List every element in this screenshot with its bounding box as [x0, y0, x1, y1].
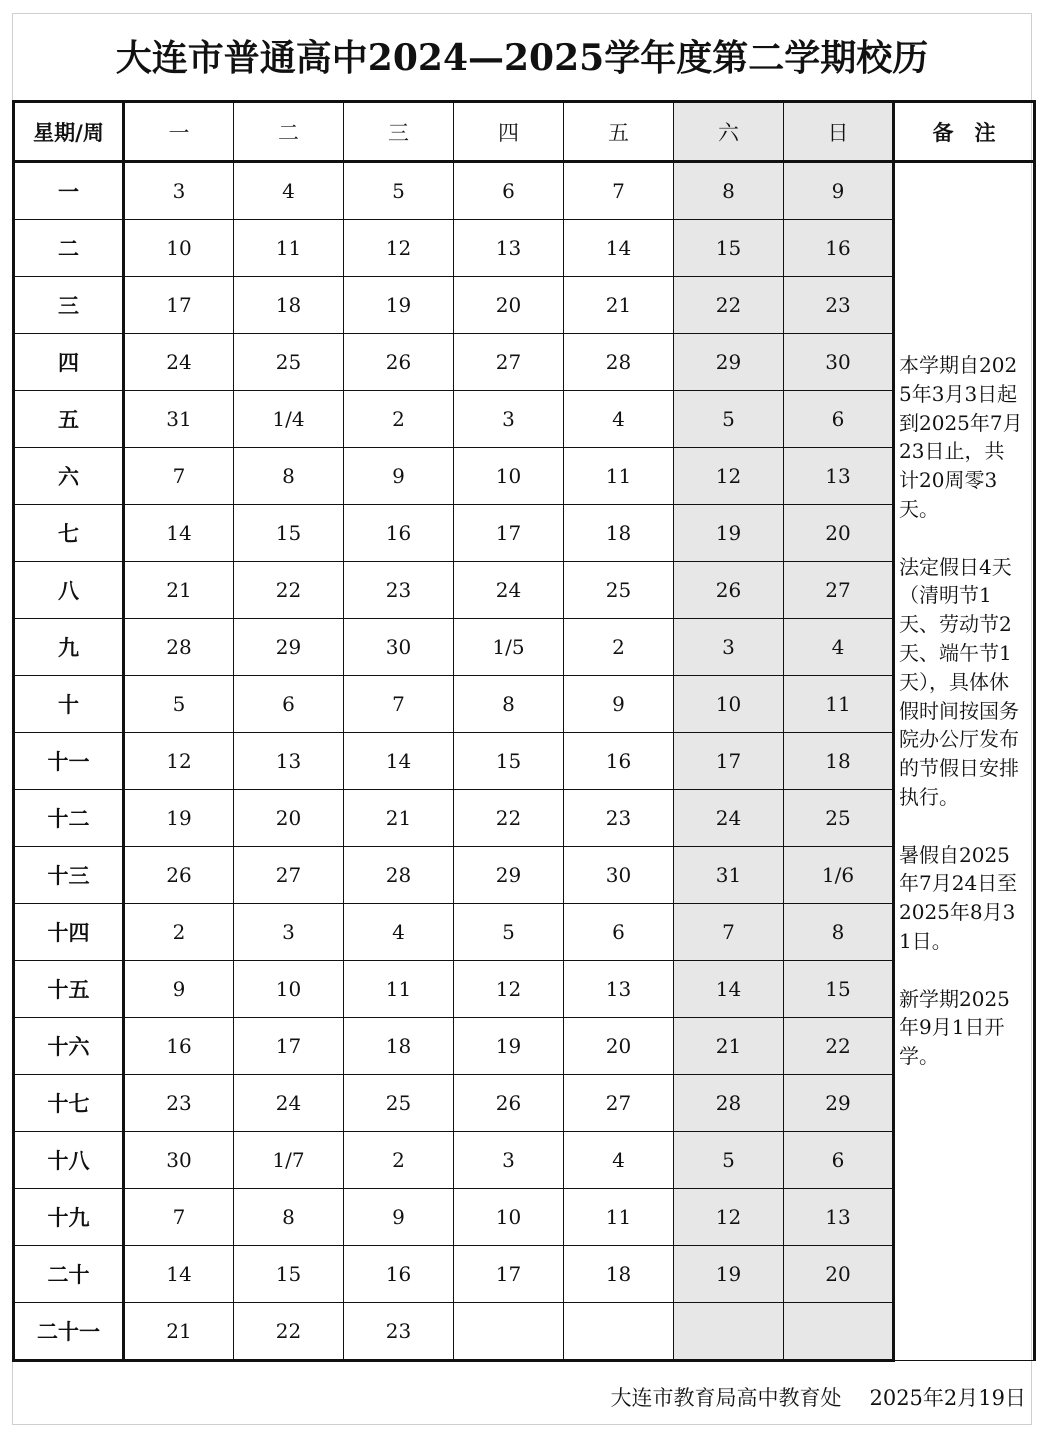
date-cell: 6 — [454, 162, 564, 220]
table-row — [14, 676, 1035, 733]
calendar-table — [12, 100, 1036, 1362]
week-number-cell: 二 — [14, 220, 124, 277]
date-cell: 2 — [344, 1132, 454, 1189]
date-cell: 25 — [564, 562, 674, 619]
week-number-cell: 十七 — [14, 1075, 124, 1132]
table-row — [14, 277, 1035, 334]
date-cell: 22 — [234, 562, 344, 619]
header-row — [14, 102, 1035, 162]
calendar-body — [14, 162, 1035, 1361]
date-cell: 12 — [454, 961, 564, 1018]
date-cell: 11 — [564, 1189, 674, 1246]
week-number-cell: 八 — [14, 562, 124, 619]
date-cell: 4 — [234, 162, 344, 220]
date-cell: 13 — [784, 448, 894, 505]
date-cell: 25 — [344, 1075, 454, 1132]
date-cell: 21 — [124, 562, 234, 619]
week-number-cell: 六 — [14, 448, 124, 505]
date-cell: 6 — [234, 676, 344, 733]
date-cell: 12 — [124, 733, 234, 790]
date-cell: 15 — [454, 733, 564, 790]
day-header: 四 — [454, 102, 564, 162]
day-header: 一 — [124, 102, 234, 162]
table-row — [14, 790, 1035, 847]
date-cell: 13 — [454, 220, 564, 277]
date-cell: 18 — [564, 505, 674, 562]
date-cell: 3 — [124, 162, 234, 220]
week-number-cell: 十 — [14, 676, 124, 733]
week-number-cell: 二十一 — [14, 1303, 124, 1361]
date-cell: 31 — [124, 391, 234, 448]
date-cell: 8 — [234, 1189, 344, 1246]
date-cell: 17 — [124, 277, 234, 334]
date-cell: 23 — [124, 1075, 234, 1132]
date-cell: 17 — [454, 1246, 564, 1303]
date-cell: 16 — [124, 1018, 234, 1075]
date-cell: 16 — [784, 220, 894, 277]
date-cell: 2 — [344, 391, 454, 448]
date-cell: 20 — [564, 1018, 674, 1075]
date-cell: 27 — [234, 847, 344, 904]
date-cell: 3 — [454, 1132, 564, 1189]
date-cell: 21 — [674, 1018, 784, 1075]
date-cell: 1/5 — [454, 619, 564, 676]
table-row — [14, 1246, 1035, 1303]
table-row — [14, 1189, 1035, 1246]
date-cell: 19 — [344, 277, 454, 334]
date-cell: 27 — [564, 1075, 674, 1132]
date-cell: 1/4 — [234, 391, 344, 448]
table-row — [14, 220, 1035, 277]
page-title: 大连市普通高中2024—2025学年度第二学期校历 — [115, 37, 929, 79]
date-cell: 4 — [344, 904, 454, 961]
date-cell: 10 — [674, 676, 784, 733]
date-cell: 23 — [344, 562, 454, 619]
date-cell: 13 — [234, 733, 344, 790]
date-cell: 29 — [674, 334, 784, 391]
footer-issuer: 大连市教育局高中教育处 — [610, 1386, 842, 1410]
week-number-cell: 十二 — [14, 790, 124, 847]
date-cell: 13 — [784, 1189, 894, 1246]
date-cell: 29 — [454, 847, 564, 904]
date-cell: 28 — [124, 619, 234, 676]
table-row — [14, 1075, 1035, 1132]
date-cell: 26 — [124, 847, 234, 904]
date-cell: 2 — [124, 904, 234, 961]
date-cell: 30 — [344, 619, 454, 676]
note-paragraph: 新学期2025年9月1日开学。 — [899, 986, 1010, 1069]
date-cell: 6 — [564, 904, 674, 961]
date-cell: 7 — [124, 448, 234, 505]
day-header: 日 — [784, 102, 894, 162]
date-cell: 10 — [454, 448, 564, 505]
date-cell: 5 — [344, 162, 454, 220]
date-cell: 11 — [344, 961, 454, 1018]
date-cell: 17 — [454, 505, 564, 562]
week-number-cell: 七 — [14, 505, 124, 562]
date-cell: 23 — [564, 790, 674, 847]
date-cell: 16 — [344, 505, 454, 562]
week-column-header: 星期/周 — [14, 102, 124, 162]
date-cell: 13 — [564, 961, 674, 1018]
date-cell: 10 — [454, 1189, 564, 1246]
table-row — [14, 162, 1035, 220]
date-cell: 24 — [124, 334, 234, 391]
week-number-cell: 十八 — [14, 1132, 124, 1189]
date-cell: 14 — [564, 220, 674, 277]
date-cell: 15 — [234, 1246, 344, 1303]
date-cell: 12 — [344, 220, 454, 277]
week-number-cell: 九 — [14, 619, 124, 676]
date-cell: 24 — [454, 562, 564, 619]
table-row — [14, 505, 1035, 562]
date-cell: 7 — [124, 1189, 234, 1246]
week-number-cell: 十五 — [14, 961, 124, 1018]
date-cell: 23 — [784, 277, 894, 334]
date-cell: 25 — [234, 334, 344, 391]
date-cell: 22 — [674, 277, 784, 334]
date-cell: 7 — [674, 904, 784, 961]
day-header: 五 — [564, 102, 674, 162]
week-number-cell: 十一 — [14, 733, 124, 790]
date-cell — [564, 1303, 674, 1361]
note-paragraph: 法定假日4天（清明节1天、劳动节2天、端午节1天），具体休假时间按国务院办公厅发布的节假日安排执行。 — [899, 554, 1019, 809]
date-cell: 11 — [784, 676, 894, 733]
week-number-cell: 十四 — [14, 904, 124, 961]
date-cell: 30 — [784, 334, 894, 391]
date-cell: 8 — [454, 676, 564, 733]
table-row — [14, 904, 1035, 961]
date-cell — [454, 1303, 564, 1361]
date-cell: 6 — [784, 391, 894, 448]
date-cell: 3 — [454, 391, 564, 448]
notes-content — [899, 351, 1023, 1100]
table-row — [14, 733, 1035, 790]
table-row — [14, 1303, 1035, 1361]
date-cell: 26 — [344, 334, 454, 391]
date-cell: 28 — [564, 334, 674, 391]
day-header: 六 — [674, 102, 784, 162]
footer-date: 2025年2月19日 — [869, 1386, 1026, 1410]
date-cell — [674, 1303, 784, 1361]
date-cell: 28 — [344, 847, 454, 904]
date-cell: 8 — [674, 162, 784, 220]
date-cell: 5 — [454, 904, 564, 961]
date-cell: 11 — [234, 220, 344, 277]
date-cell: 18 — [344, 1018, 454, 1075]
date-cell: 4 — [564, 1132, 674, 1189]
date-cell: 4 — [564, 391, 674, 448]
notes-cell — [894, 162, 1035, 1361]
notes-column-header: 备 注 — [894, 102, 1035, 162]
date-cell: 29 — [234, 619, 344, 676]
date-cell: 21 — [124, 1303, 234, 1361]
date-cell: 25 — [784, 790, 894, 847]
date-cell: 28 — [674, 1075, 784, 1132]
date-cell: 8 — [784, 904, 894, 961]
date-cell — [784, 1303, 894, 1361]
table-row — [14, 961, 1035, 1018]
date-cell: 22 — [784, 1018, 894, 1075]
date-cell: 9 — [784, 162, 894, 220]
date-cell: 26 — [454, 1075, 564, 1132]
date-cell: 8 — [234, 448, 344, 505]
date-cell: 14 — [674, 961, 784, 1018]
date-cell: 19 — [454, 1018, 564, 1075]
date-cell: 17 — [234, 1018, 344, 1075]
date-cell: 9 — [124, 961, 234, 1018]
date-cell: 18 — [234, 277, 344, 334]
week-number-cell: 十九 — [14, 1189, 124, 1246]
table-row — [14, 562, 1035, 619]
date-cell: 24 — [234, 1075, 344, 1132]
date-cell: 23 — [344, 1303, 454, 1361]
date-cell: 1/6 — [784, 847, 894, 904]
date-cell: 3 — [674, 619, 784, 676]
date-cell: 20 — [454, 277, 564, 334]
date-cell: 16 — [344, 1246, 454, 1303]
date-cell: 19 — [124, 790, 234, 847]
date-cell: 30 — [564, 847, 674, 904]
date-cell: 11 — [564, 448, 674, 505]
date-cell: 24 — [674, 790, 784, 847]
date-cell: 18 — [784, 733, 894, 790]
date-cell: 9 — [344, 448, 454, 505]
date-cell: 22 — [454, 790, 564, 847]
date-cell: 17 — [674, 733, 784, 790]
date-cell: 31 — [674, 847, 784, 904]
date-cell: 20 — [784, 505, 894, 562]
date-cell: 14 — [124, 505, 234, 562]
date-cell: 5 — [124, 676, 234, 733]
date-cell: 19 — [674, 1246, 784, 1303]
table-row — [14, 391, 1035, 448]
date-cell: 27 — [454, 334, 564, 391]
table-row — [14, 619, 1035, 676]
table-row — [14, 334, 1035, 391]
table-row — [14, 1132, 1035, 1189]
date-cell: 18 — [564, 1246, 674, 1303]
footer — [610, 1382, 1026, 1412]
note-paragraph: 本学期自2025年3月3日起到2025年7月23日止，共计20周零3天。 — [899, 353, 1023, 521]
date-cell: 3 — [234, 904, 344, 961]
date-cell: 20 — [234, 790, 344, 847]
week-number-cell: 五 — [14, 391, 124, 448]
date-cell: 16 — [564, 733, 674, 790]
date-cell: 21 — [344, 790, 454, 847]
date-cell: 2 — [564, 619, 674, 676]
date-cell: 20 — [784, 1246, 894, 1303]
week-number-cell: 一 — [14, 162, 124, 220]
date-cell: 26 — [674, 562, 784, 619]
week-number-cell: 三 — [14, 277, 124, 334]
date-cell: 9 — [344, 1189, 454, 1246]
date-cell: 1/7 — [234, 1132, 344, 1189]
table-row — [14, 448, 1035, 505]
week-number-cell: 四 — [14, 334, 124, 391]
date-cell: 10 — [124, 220, 234, 277]
date-cell: 7 — [564, 162, 674, 220]
date-cell: 9 — [564, 676, 674, 733]
week-number-cell: 二十 — [14, 1246, 124, 1303]
table-row — [14, 847, 1035, 904]
date-cell: 5 — [674, 1132, 784, 1189]
day-header: 三 — [344, 102, 454, 162]
date-cell: 15 — [674, 220, 784, 277]
date-cell: 19 — [674, 505, 784, 562]
table-row — [14, 1018, 1035, 1075]
date-cell: 14 — [124, 1246, 234, 1303]
date-cell: 4 — [784, 619, 894, 676]
date-cell: 22 — [234, 1303, 344, 1361]
date-cell: 30 — [124, 1132, 234, 1189]
note-paragraph: 暑假自2025年7月24日至2025年8月31日。 — [899, 842, 1018, 953]
date-cell: 5 — [674, 391, 784, 448]
week-number-cell: 十三 — [14, 847, 124, 904]
date-cell: 12 — [674, 1189, 784, 1246]
date-cell: 10 — [234, 961, 344, 1018]
date-cell: 12 — [674, 448, 784, 505]
day-header: 二 — [234, 102, 344, 162]
date-cell: 14 — [344, 733, 454, 790]
week-number-cell: 十六 — [14, 1018, 124, 1075]
date-cell: 21 — [564, 277, 674, 334]
date-cell: 6 — [784, 1132, 894, 1189]
date-cell: 7 — [344, 676, 454, 733]
date-cell: 15 — [784, 961, 894, 1018]
date-cell: 15 — [234, 505, 344, 562]
date-cell: 29 — [784, 1075, 894, 1132]
date-cell: 27 — [784, 562, 894, 619]
